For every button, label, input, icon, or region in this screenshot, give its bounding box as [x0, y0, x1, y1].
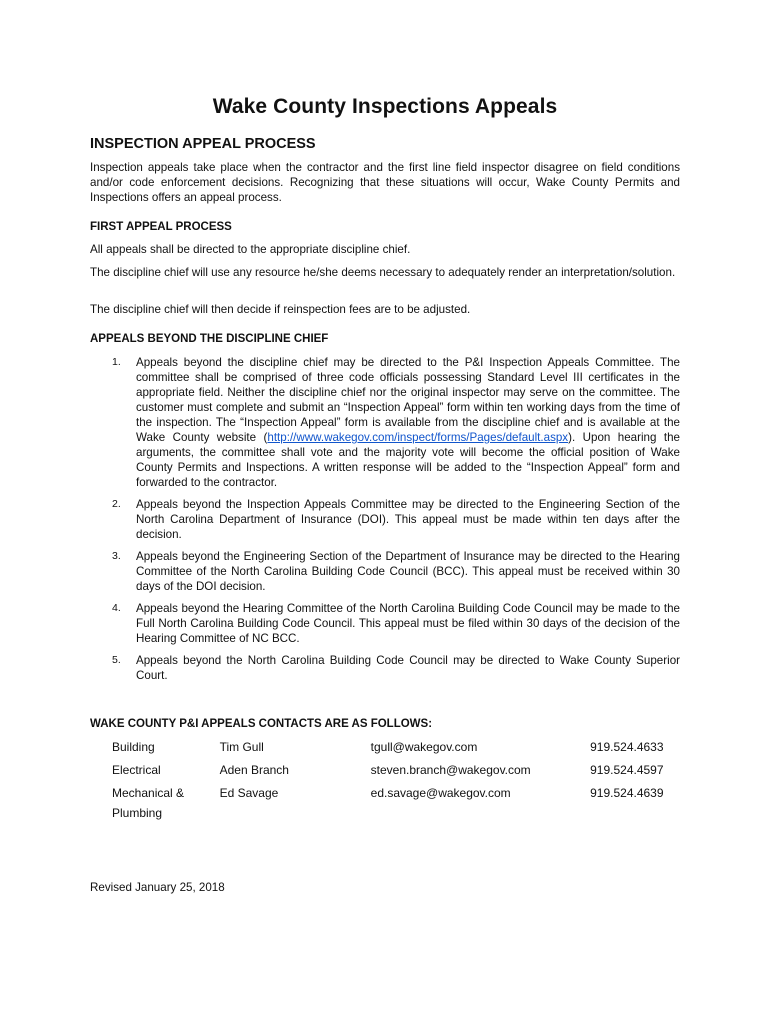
first-appeal-paragraph-1: All appeals shall be directed to the appropriate discipline chief. [90, 243, 411, 256]
list-item-number: 1. [112, 356, 121, 368]
list-item [90, 653, 680, 683]
first-appeal-paragraph-2: The discipline chief will use any resource he/she deems necessary to adequately render an interpretation/solution. [90, 266, 676, 279]
contact-name: Ed Savage [219, 786, 279, 800]
contact-phone: 919.524.4597 [590, 763, 664, 777]
contact-phone: 919.524.4639 [590, 786, 664, 800]
list-item [90, 497, 680, 542]
appeals-beyond-chief-heading: APPEALS BEYOND THE DISCIPLINE CHIEF [90, 333, 329, 345]
list-item [90, 601, 680, 646]
wake-county-forms-link[interactable]: http://www.wakegov.com/inspect/forms/Pages/default.aspx [267, 431, 569, 444]
table-row [112, 737, 680, 760]
list-item [90, 355, 680, 490]
contact-discipline: Electrical [112, 763, 161, 777]
contact-name: Tim Gull [219, 740, 264, 754]
list-item-number: 4. [112, 602, 121, 614]
inspection-appeal-intro: Inspection appeals take place when the contractor and the first line field inspector disagree on field conditions and/or code enforcement decisions. Recognizing that these situations will occur, Wake County Permits and Inspections offers an appeal process. [90, 161, 680, 204]
list-item-number: 2. [112, 498, 121, 510]
contact-email: steven.branch@wakegov.com [370, 763, 531, 777]
contacts-table [112, 737, 680, 826]
revised-date: Revised January 25, 2018 [90, 881, 225, 894]
page-title: Wake County Inspections Appeals [212, 95, 558, 118]
list-item [90, 549, 680, 594]
appeals-list [90, 355, 680, 690]
contact-phone: 919.524.4633 [590, 740, 664, 754]
table-row [112, 783, 680, 826]
list-item-text: Appeals beyond the Engineering Section of the Department of Insurance may be directed to the Hearing Committee of the North Carolina Building Code Council (BCC). This appeal must be received within 30 days of the DOI decision. [136, 550, 680, 593]
inspection-appeal-process-heading: INSPECTION APPEAL PROCESS [90, 136, 316, 152]
list-item-number: 5. [112, 654, 121, 666]
contact-email: ed.savage@wakegov.com [370, 786, 511, 800]
table-row [112, 760, 680, 783]
list-item-number: 3. [112, 550, 121, 562]
contact-email: tgull@wakegov.com [370, 740, 478, 754]
contacts-heading: WAKE COUNTY P&I APPEALS CONTACTS ARE AS FOLLOWS: [90, 718, 433, 730]
contact-discipline: Mechanical & Plumbing [112, 786, 185, 820]
contact-name: Aden Branch [219, 763, 289, 777]
list-item-text-continued: ). Upon hearing the arguments, the committee shall vote and the majority vote will become the official position of Wake County Permits and Inspections. A written response will be added to the “Inspection Appeal” form and forwarded to the contractor. [136, 431, 680, 489]
list-item-text: Appeals beyond the discipline chief may be directed to the P&I Inspection Appeals Committee. The committee shall be comprised of three code officials possessing Standard Level III certificates in the appropriate field. Neither the discipline chief nor the original inspector may serve on the committee. The customer must complete and submit an “Inspection Appeal” form within ten working days from the time of the inspection. The “Inspection Appeal” form is available from the discipline chief and is available at the Wake County website ( [136, 356, 680, 444]
list-item-text: Appeals beyond the North Carolina Building Code Council may be directed to Wake County Superior Court. [136, 654, 680, 682]
list-item-text: Appeals beyond the Hearing Committee of the North Carolina Building Code Council may be made to the Full North Carolina Building Code Council. This appeal must be filed within 30 days of the decision of the Hearing Committee of NC BCC. [136, 602, 680, 645]
list-item-text: Appeals beyond the Inspection Appeals Committee may be directed to the Engineering Section of the North Carolina Department of Insurance (DOI). This appeal must be made within ten days after the decision. [136, 498, 680, 541]
contact-discipline: Building [112, 740, 155, 754]
first-appeal-paragraph-3: The discipline chief will then decide if reinspection fees are to be adjusted. [90, 303, 471, 316]
first-appeal-process-heading: FIRST APPEAL PROCESS [90, 221, 232, 233]
